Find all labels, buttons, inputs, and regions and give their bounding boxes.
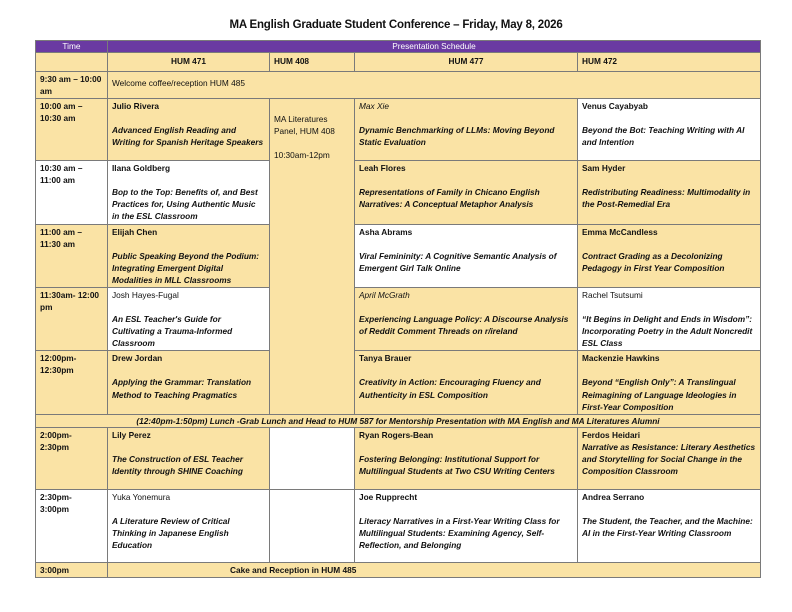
time-cell: 2:00pm- 2:30pm (36, 427, 108, 489)
session-cell (578, 287, 761, 350)
paper-title: Public Speaking Beyond the Podium: Integrating Emergent Digital Modalities in MLL Classrooms (112, 250, 260, 285)
paper-title: Advanced English Reading and Writing for Spanish Heritage Speakers (112, 125, 264, 148)
time-cell: 11:00 am – 11:30 am (36, 224, 108, 287)
paper-title: The Construction of ESL Teacher Identity through SHINE Coaching (112, 453, 243, 476)
room-header-hum408: HUM 408 (270, 53, 355, 72)
lunch-row (36, 414, 761, 427)
slot-row (36, 161, 761, 224)
panel-title: MA Literatures Panel, HUM 408 (274, 114, 335, 137)
slot-row (36, 489, 761, 562)
session-cell (355, 224, 578, 287)
empty-cell (270, 489, 355, 562)
time-cell: 9:30 am – 10:00 am (36, 72, 108, 99)
presenter-name: Mackenzie Hawkins (582, 353, 660, 364)
paper-title: Contract Grading as a Decolonizing Pedagogy in First Year Composition (582, 250, 725, 273)
time-cell: 3:00pm (36, 562, 108, 577)
presenter-name: Ryan Rogers-Bean (359, 429, 434, 440)
room-header-row (36, 53, 761, 72)
session-cell (578, 427, 761, 489)
paper-title: Narrative as Resistance: Literary Aesthetics and Storytelling for Social Change in the Composition Classroom (582, 441, 756, 476)
paper-title: Fostering Belonging: Institutional Support for Multilingual Students at Two CSU Writing Centers (359, 453, 555, 476)
session-cell (108, 224, 270, 287)
slot-row (36, 287, 761, 350)
header-row-1 (36, 41, 761, 53)
closing-cell: Cake and Reception in HUM 485 (108, 562, 761, 577)
paper-title: Beyond the Bot: Teaching Writing with AI and Intention (582, 125, 745, 148)
presenter-name: Lily Perez (112, 429, 151, 440)
session-cell (108, 287, 270, 350)
paper-title: A Literature Review of Critical Thinking in Japanese English Education (112, 515, 230, 550)
paper-title: Bop to the Top: Benefits of, and Best Practices for, Using Authentic Music in the ESL Classroom (112, 187, 258, 222)
presenter-name: Venus Cayabyab (582, 101, 648, 112)
paper-title: Redistributing Readiness: Multimodality in the Post-Remedial Era (582, 187, 751, 210)
room-header-hum471: HUM 471 (108, 53, 270, 72)
session-cell (578, 224, 761, 287)
presenter-name: Elijah Chen (112, 226, 158, 237)
welcome-cell: Welcome coffee/reception HUM 485 (108, 72, 761, 99)
time-cell: 10:30 am – 11:00 am (36, 161, 108, 224)
panel-time: 10:30am-12pm (274, 150, 330, 161)
presenter-name: Leah Flores (359, 163, 406, 174)
session-cell (578, 489, 761, 562)
presenter-name: April McGrath (359, 289, 410, 300)
paper-title: An ESL Teacher's Guide for Cultivating a Trauma-Informed Classroom (112, 314, 233, 349)
presenter-name: Max Xie (359, 101, 389, 112)
paper-title: Creativity in Action: Encouraging Fluency and Authenticity in ESL Composition (359, 377, 541, 400)
presenter-name: Yuka Yonemura (112, 491, 171, 502)
room-header-blank (36, 53, 108, 72)
session-cell (355, 351, 578, 414)
slot-row (36, 224, 761, 287)
session-cell (355, 427, 578, 489)
paper-title: Beyond “English Only”: A Translingual Reimagining of Language Ideologies in First-Year Composition (582, 377, 737, 412)
time-header: Time (36, 41, 108, 53)
paper-title: The Student, the Teacher, and the Machine: AI in the First-Year Writing Classroom (582, 515, 753, 538)
session-cell (578, 351, 761, 414)
session-cell (578, 161, 761, 224)
slot-row (36, 99, 761, 161)
time-cell: 11:30am- 12:00 pm (36, 287, 108, 350)
presenter-name: Ferdos Heidari (582, 429, 641, 440)
session-cell (108, 351, 270, 414)
schedule-table (35, 40, 761, 578)
presenter-name: Ilana Goldberg (112, 163, 171, 174)
slot-row (36, 351, 761, 414)
time-cell: 2:30pm- 3:00pm (36, 489, 108, 562)
welcome-row (36, 72, 761, 99)
presenter-name: Sam Hyder (582, 163, 626, 174)
session-cell (355, 161, 578, 224)
paper-title: Applying the Grammar: Translation Method to Teaching Pragmatics (112, 377, 252, 400)
presenter-name: Joe Rupprecht (359, 491, 418, 502)
presenter-name: Asha Abrams (359, 226, 413, 237)
literatures-panel-cell (270, 99, 355, 415)
presenter-name: Tanya Brauer (359, 353, 412, 364)
session-cell (108, 161, 270, 224)
time-cell: 12:00pm- 12:30pm (36, 351, 108, 414)
presenter-name: Josh Hayes-Fugal (112, 289, 179, 300)
session-cell (355, 287, 578, 350)
presenter-name: Andrea Serrano (582, 491, 645, 502)
time-cell: 10:00 am – 10:30 am (36, 99, 108, 161)
presentation-schedule-header: Presentation Schedule (108, 41, 761, 53)
presenter-name: Emma McCandless (582, 226, 658, 237)
session-cell (108, 427, 270, 489)
session-cell (108, 99, 270, 161)
room-header-hum477: HUM 477 (355, 53, 578, 72)
lunch-cell: (12:40pm-1:50pm) Lunch -Grab Lunch and Head to HUM 587 for Mentorship Presentation with MA English and MA Literatures Alumni (36, 414, 761, 427)
paper-title: Dynamic Benchmarking of LLMs: Moving Beyond Static Evaluation (359, 125, 555, 148)
paper-title: Literacy Narratives in a First-Year Writing Class for Multilingual Students: Examining Agency, Self-Reflection, and Belonging (359, 515, 560, 550)
session-cell (355, 99, 578, 161)
empty-cell (270, 427, 355, 489)
paper-title: “It Begins in Delight and Ends in Wisdom”: Incorporating Poetry in the Adult Noncredit ESL Class (582, 314, 753, 349)
session-cell (108, 489, 270, 562)
session-cell (355, 489, 578, 562)
paper-title: Viral Femininity: A Cognitive Semantic Analysis of Emergent Girl Talk Online (359, 250, 557, 273)
closing-row (36, 562, 761, 577)
presenter-name: Julio Rivera (112, 101, 160, 112)
presenter-name: Rachel Tsutsumi (582, 289, 643, 300)
slot-row (36, 427, 761, 489)
paper-title: Representations of Family in Chicano English Narratives: A Conceptual Metaphor Analysis (359, 187, 540, 210)
page-title: MA English Graduate Student Conference – Friday, May 8, 2026 (229, 19, 563, 31)
session-cell (578, 99, 761, 161)
presenter-name: Drew Jordan (112, 353, 163, 364)
paper-title: Experiencing Language Policy: A Discourse Analysis of Reddit Comment Threads on r/ireland (359, 314, 569, 337)
room-header-hum472: HUM 472 (578, 53, 761, 72)
